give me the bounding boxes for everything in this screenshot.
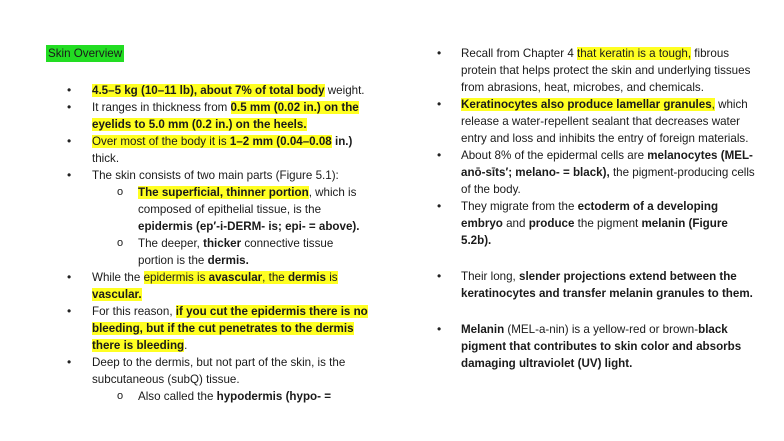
skin-parts-sublist [92,184,368,269]
bullet-lamellar-granules: • Keratinocytes also produce lamellar granules, which release a water-repellent sealant that decreases water entry and loss and inhibits the entry of foreign materials. [461,96,761,147]
bullet-body-weight: • 4.5–5 kg (10–11 lb), about 7% of total body weight. [92,82,368,99]
section-title: Skin Overview [48,47,123,60]
bullet-melanocytes: • About 8% of the epidermal cells are melanocytes (MEL-anō-sīts′; melano- = black), the pigment-producing cells of the body. [461,147,761,198]
bullet-bleeding: • For this reason, if you cut the epidermis there is no bleeding, but if the cut penetrates to the dermis there is bleeding. [92,303,368,354]
bullet-keratin: • Recall from Chapter 4 that keratin is a tough, fibrous protein that helps protect the skin and underlying tissues from abrasions, heat, microbes, and chemicals. [461,45,761,96]
spacer [461,302,761,321]
right-bullet-list [461,45,761,372]
spacer [461,249,761,268]
bullet-vascularity: • While the epidermis is avascular, the dermis is vascular. [92,269,368,303]
bullet-thickness-range: • It ranges in thickness from 0.5 mm (0.02 in.) on the eyelids to 5.0 mm (0.2 in.) on the heels. [92,99,368,133]
subitem-epidermis: o The superficial, thinner portion, which is composed of epithelial tissue, is the epidermis (ep′-i-DERM- is; epi- = above). [138,184,368,235]
bullet-ectoderm: • They migrate from the ectoderm of a developing embryo and produce the pigment melanin (Figure 5.2b). [461,198,761,249]
bullet-typical-thickness: • Over most of the body it is 1–2 mm (0.04–0.08 in.) thick. [92,133,368,167]
bullet-subcutaneous: • Deep to the dermis, but not part of the skin, is the subcutaneous (subQ) tissue. o Also called the hypodermis (hypo- = [92,354,368,405]
bullet-melanin: • Melanin (MEL-a-nin) is a yellow-red or brown-black pigment that contributes to skin color and absorbs damaging ultraviolet (UV) light. [461,321,761,372]
subitem-dermis: o The deeper, thicker connective tissue portion is the dermis. [138,235,368,269]
hypodermis-sublist [92,388,368,405]
subitem-hypodermis: o Also called the hypodermis (hypo- = [138,388,368,405]
bullet-projections: • Their long, slender projections extend between the keratinocytes and transfer melanin granules to them. [461,268,761,302]
left-bullet-list [92,82,368,405]
bullet-two-parts: • The skin consists of two main parts (Figure 5.1): o The superficial, thinner portion, which is composed of epithelial tissue, is the epidermis (ep′-i-DERM- is; epi- = above). o The deeper, thicker connective tissue portion is the dermis. [92,167,368,269]
